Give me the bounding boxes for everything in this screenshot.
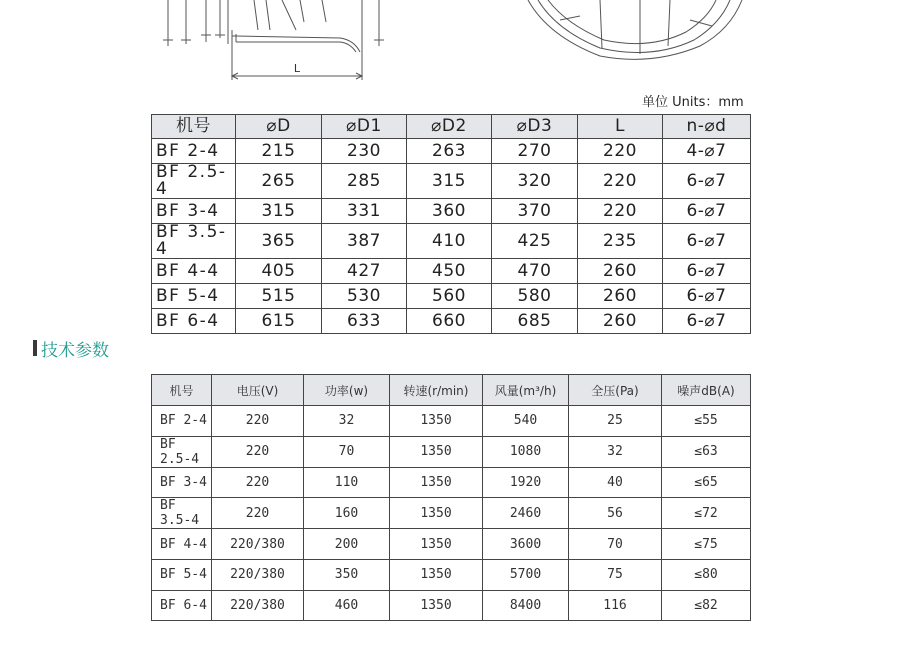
cell: 220/380: [212, 560, 304, 591]
cell: 331: [322, 199, 407, 224]
cell: 427: [322, 259, 407, 284]
table-row: [152, 259, 751, 284]
cell: 6-⌀7: [663, 199, 751, 224]
cell: 32: [304, 406, 390, 437]
cell: 1350: [390, 498, 483, 529]
cell: 110: [304, 467, 390, 498]
cell: 220/380: [212, 529, 304, 560]
cell: BF 5-4: [152, 284, 236, 309]
cell: ≤55: [662, 406, 751, 437]
cell: 6-⌀7: [663, 259, 751, 284]
cell: 1350: [390, 406, 483, 437]
header-pressure: 全压(Pa): [569, 375, 662, 406]
fan-technical-drawing: [0, 0, 898, 90]
cell: 315: [236, 199, 322, 224]
cell: 6-⌀7: [663, 224, 751, 259]
cell: 70: [569, 529, 662, 560]
header-d: ⌀D: [236, 115, 322, 139]
cell: 1350: [390, 436, 483, 467]
header-d1: ⌀D1: [322, 115, 407, 139]
dimensions-table: [151, 114, 751, 334]
cell: 220: [212, 467, 304, 498]
dimensions-header-row: [152, 115, 751, 139]
cell: 2460: [483, 498, 569, 529]
cell: 6-⌀7: [663, 164, 751, 199]
cell: 1350: [390, 529, 483, 560]
cell: BF 5-4: [152, 560, 212, 591]
cell: ≤65: [662, 467, 751, 498]
table-row: [152, 590, 751, 621]
table-row: [152, 199, 751, 224]
cell: 315: [407, 164, 492, 199]
cell: 320: [492, 164, 578, 199]
header-model: 机号: [152, 375, 212, 406]
cell: BF 6-4: [152, 590, 212, 621]
cell: 1920: [483, 467, 569, 498]
header-speed: 转速(r/min): [390, 375, 483, 406]
cell: 8400: [483, 590, 569, 621]
table-row: [152, 529, 751, 560]
cell: 1350: [390, 590, 483, 621]
table-row: [152, 436, 751, 467]
cell: 540: [483, 406, 569, 437]
technical-parameters-table: [151, 374, 751, 621]
cell: ≤63: [662, 436, 751, 467]
cell: BF 2-4: [152, 406, 212, 437]
table-row: [152, 406, 751, 437]
cell: 560: [407, 284, 492, 309]
cell: 265: [236, 164, 322, 199]
table-row: [152, 467, 751, 498]
cell: 1350: [390, 560, 483, 591]
cell: BF 3.5-4: [152, 498, 212, 529]
cell: 235: [578, 224, 663, 259]
cell: 685: [492, 309, 578, 334]
cell: 220: [212, 498, 304, 529]
table-row: [152, 284, 751, 309]
cell: 5700: [483, 560, 569, 591]
cell: 215: [236, 139, 322, 164]
header-d2: ⌀D2: [407, 115, 492, 139]
cell: ≤75: [662, 529, 751, 560]
cell: BF 2-4: [152, 139, 236, 164]
cell: BF 4-4: [152, 259, 236, 284]
cell: 220: [212, 406, 304, 437]
cell: 410: [407, 224, 492, 259]
cell: BF 4-4: [152, 529, 212, 560]
cell: 360: [407, 199, 492, 224]
cell: 160: [304, 498, 390, 529]
cell: 263: [407, 139, 492, 164]
cell: ≤82: [662, 590, 751, 621]
cell: 260: [578, 309, 663, 334]
cell: BF 2.5-4: [152, 164, 236, 199]
cell: BF 3-4: [152, 199, 236, 224]
header-d3: ⌀D3: [492, 115, 578, 139]
cell: 660: [407, 309, 492, 334]
cell: 405: [236, 259, 322, 284]
cell: 6-⌀7: [663, 309, 751, 334]
cell: 4-⌀7: [663, 139, 751, 164]
cell: 56: [569, 498, 662, 529]
cell: BF 3.5-4: [152, 224, 236, 259]
table-row: [152, 164, 751, 199]
cell: 615: [236, 309, 322, 334]
tech-header-row: [152, 375, 751, 406]
cell: 1080: [483, 436, 569, 467]
header-voltage: 电压(V): [212, 375, 304, 406]
cell: BF 6-4: [152, 309, 236, 334]
cell: 425: [492, 224, 578, 259]
table-row: [152, 224, 751, 259]
header-l: L: [578, 115, 663, 139]
section-heading: [33, 338, 109, 361]
cell: 260: [578, 284, 663, 309]
cell: 580: [492, 284, 578, 309]
table-row: [152, 560, 751, 591]
cell: 116: [569, 590, 662, 621]
cell: 3600: [483, 529, 569, 560]
cell: BF 2.5-4: [152, 436, 212, 467]
cell: 387: [322, 224, 407, 259]
table-row: [152, 498, 751, 529]
cell: 25: [569, 406, 662, 437]
section-marker-icon: [33, 340, 37, 356]
cell: 220/380: [212, 590, 304, 621]
cell: 515: [236, 284, 322, 309]
cell: 633: [322, 309, 407, 334]
cell: 285: [322, 164, 407, 199]
cell: 1350: [390, 467, 483, 498]
cell: 40: [569, 467, 662, 498]
cell: 365: [236, 224, 322, 259]
cell: ≤72: [662, 498, 751, 529]
cell: 220: [578, 199, 663, 224]
cell: 75: [569, 560, 662, 591]
table-row: [152, 309, 751, 334]
header-airflow: 风量(m³/h): [483, 375, 569, 406]
cell: 460: [304, 590, 390, 621]
cell: 200: [304, 529, 390, 560]
cell: 6-⌀7: [663, 284, 751, 309]
cell: 450: [407, 259, 492, 284]
header-noise: 噪声dB(A): [662, 375, 751, 406]
cell: 470: [492, 259, 578, 284]
table-row: [152, 139, 751, 164]
header-model: 机号: [152, 115, 236, 139]
cell: 220: [578, 164, 663, 199]
cell: 220: [578, 139, 663, 164]
cell: 530: [322, 284, 407, 309]
cell: BF 3-4: [152, 467, 212, 498]
cell: 70: [304, 436, 390, 467]
units-label: 单位 Units：mm: [642, 95, 744, 110]
cell: 32: [569, 436, 662, 467]
cell: 230: [322, 139, 407, 164]
length-label: L: [293, 62, 301, 75]
cell: 350: [304, 560, 390, 591]
header-power: 功率(w): [304, 375, 390, 406]
header-holes: n-⌀d: [663, 115, 751, 139]
cell: 370: [492, 199, 578, 224]
cell: ≤80: [662, 560, 751, 591]
cell: 270: [492, 139, 578, 164]
section-title: 技术参数: [41, 340, 109, 361]
cell: 260: [578, 259, 663, 284]
cell: 220: [212, 436, 304, 467]
